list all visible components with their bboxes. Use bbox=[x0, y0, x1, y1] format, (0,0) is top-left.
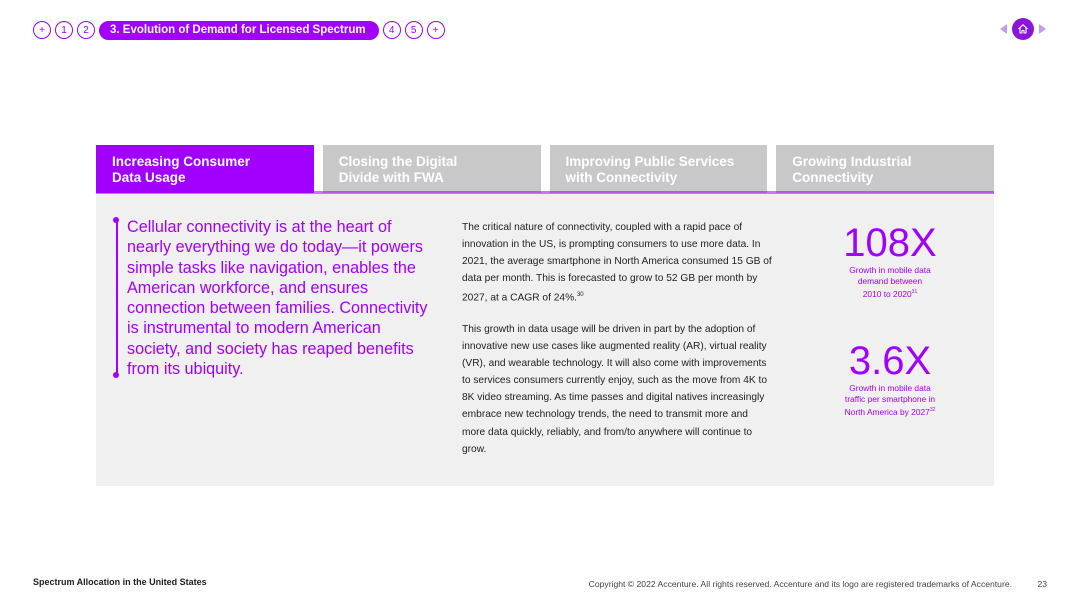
quote-dot-top bbox=[113, 217, 119, 223]
stat-value: 108X bbox=[843, 221, 937, 265]
body-paragraph-2: This growth in data usage will be driven in part by the adoption of innovative new use cases like augmented reality (AR), virtual reality (VR), and wearable technology. It will also come with improvements to services consumers currently enjoy, such as the move from 4K to 8K video streaming. As time passes and digital natives increasingly embrace new technology trends, the need to transmit more and more data quickly, reliably, and from/to anywhere will continue to grow. bbox=[462, 324, 767, 455]
nav-section-1-button[interactable]: 1 bbox=[55, 21, 73, 39]
footnote-ref: 31 bbox=[911, 289, 918, 295]
quote-dot-bottom bbox=[113, 372, 119, 378]
stat-block bbox=[830, 341, 950, 418]
page-navigation bbox=[1000, 18, 1046, 40]
nav-section-4-button[interactable]: 4 bbox=[383, 21, 401, 39]
tab-increasing-consumer-data-usage[interactable]: Increasing Consumer Data Usage bbox=[96, 145, 314, 193]
page-number: 23 bbox=[1037, 579, 1047, 589]
home-icon bbox=[1017, 23, 1029, 35]
triangle-right-icon[interactable] bbox=[1039, 24, 1046, 34]
document-title: Spectrum Allocation in the United States bbox=[33, 577, 207, 587]
body-paragraph-1: The critical nature of connectivity, coupled with a rapid pace of innovation in the US, is prompting consumers to use more data. In 2021, the average smartphone in North America consumed 15 GB of data per month. This is forecasted to grow to 52 GB per month by 2027, at a CAGR of 24%.$^{30}$ bbox=[462, 222, 772, 304]
nav-expand-left-button[interactable]: + bbox=[33, 21, 51, 39]
nav-section-5-button[interactable]: 5 bbox=[405, 21, 423, 39]
stat-block bbox=[830, 223, 950, 300]
footnote-ref: 30 bbox=[576, 292, 584, 299]
footnote-ref: 32 bbox=[929, 407, 936, 413]
section-navigation bbox=[33, 20, 445, 40]
pull-quote: Cellular connectivity is at the heart of nearly everything we do today—it powers simple tasks like navigation, enables the American workforce, and ensures connection between families. Connectivity is instrumental to modern American society, and society has reaped benefits from its ubiquity. bbox=[127, 218, 428, 379]
triangle-left-icon[interactable] bbox=[1000, 24, 1007, 34]
tab-bar bbox=[96, 145, 994, 193]
tab-improving-public-services[interactable]: Improving Public Services with Connectivity bbox=[550, 145, 768, 193]
nav-section-3-active[interactable]: 3. Evolution of Demand for Licensed Spectrum bbox=[99, 21, 379, 40]
stat-caption: Growth in mobile data traffic per smartphone in North America by 2027$^{32}$ bbox=[844, 383, 936, 417]
stat-value: 3.6X bbox=[848, 339, 932, 383]
home-button[interactable] bbox=[1012, 18, 1034, 40]
tab-closing-digital-divide[interactable]: Closing the Digital Divide with FWA bbox=[323, 145, 541, 193]
stat-caption: Growth in mobile data demand between 2010 to 2020$^{31}$ bbox=[849, 265, 931, 299]
copyright-notice: Copyright © 2022 Accenture. All rights reserved. Accenture and its logo are registered trademarks of Accenture. bbox=[588, 579, 1012, 589]
tab-growing-industrial-connectivity[interactable]: Growing Industrial Connectivity bbox=[776, 145, 994, 193]
nav-section-2-button[interactable]: 2 bbox=[77, 21, 95, 39]
quote-rule bbox=[116, 221, 118, 375]
nav-expand-right-button[interactable]: + bbox=[427, 21, 445, 39]
